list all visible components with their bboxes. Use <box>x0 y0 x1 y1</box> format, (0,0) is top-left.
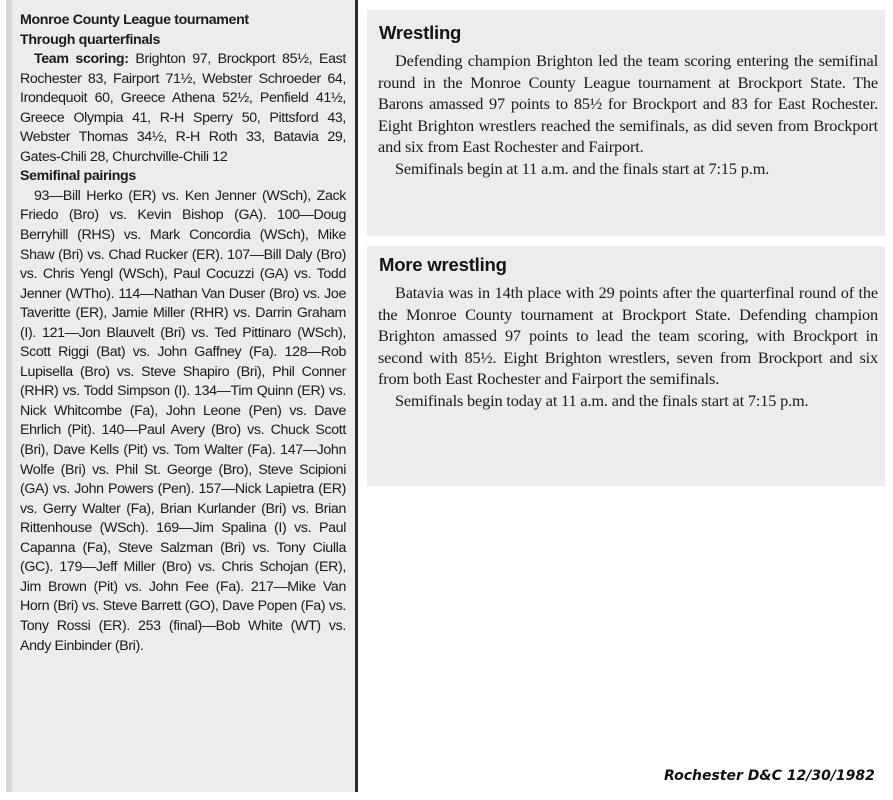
wrestling-paragraph-2: Semifinals begin at 11 a.m. and the finals start at 7:15 p.m. <box>395 158 770 178</box>
tournament-subheading: Through quarterfinals <box>20 31 161 48</box>
more-wrestling-paragraph-2: Semifinals begin today at 11 a.m. and the finals start at 7:15 p.m. <box>395 390 809 410</box>
more-wrestling-paragraph-1: Batavia was in 14th place with 29 points after the quarterfinal round of the the Monroe County tournament at Brockport State. Defending champion Brighton amassed 97 points to lead the team scoring, with Brockport in second with 85½. Eight Brighton wrestlers, seven from Brockport and six from both East Rochester and Fairport the semifinals. <box>378 283 878 389</box>
team-scoring-label: Team scoring: <box>34 51 129 68</box>
tournament-heading: Monroe County League tournament <box>20 12 249 28</box>
more-wrestling-clipping <box>367 246 885 486</box>
more-wrestling-title: More wrestling <box>379 254 507 275</box>
more-wrestling-body <box>378 282 878 412</box>
results-column <box>20 11 346 656</box>
wrestling-title: Wrestling <box>379 22 462 43</box>
semifinal-pairings-label: Semifinal pairings <box>20 168 136 185</box>
tournament-results-clipping <box>6 0 358 792</box>
source-credit: Rochester D&C 12/30/1982 <box>664 768 875 784</box>
semifinal-pairings-text: 93—Bill Herko (ER) vs. Ken Jenner (WSch), Zack Friedo (Bro) vs. Kevin Bishop (GA). 100—Doug Berryhill (RHS) vs. Mark Concordia (WSch), Mike Shaw (Bri) vs. Chad Rucker (ER). 107—Bill Daly (Bro) vs. Chris Yengl (WSch), Paul Cocuzzi (GA) vs. Todd Jenner (WTho). 114—Nathan Van Duser (Bro) vs. Joe Taveritte (ER), Jamie Miller (RHR) vs. Darrin Graham (I). 121—Jon Blauvelt (Bri) vs. Ted Pittinaro (WSch), Scott Riggi (Bat) vs. John Gaffney (Fa). 128—Rob Lupisella (Bro) vs. Steve Shapiro (Bri), Phil Conner (RHR) vs. Todd Simpson (I). 134—Tim Quinn (ER) vs. Nick Whitcombe (Fa), John Leone (Pen) vs. Dave Ehrlich (Pit). 140—Paul Avery (Bro) vs. Chuck Scott (Bri), Dave Kells (Pit) vs. Tom Walter (Fa). 147—John Wolfe (Bri) vs. Phil St. George (Bro), Steve Scipioni (GA) vs. John Powers (Pen). 157—Nick Lapietra (ER) vs. Gerry Walter (Fa), Brian Kurlander (Bri) vs. Brian Rittenhouse (WSch). 169—Jim Spalina (I) vs. Paul Capanna (Fa), Steve Salzman (Bri) vs. Tony Ciulla (GC). 179—Jeff Miller (Bro) vs. Chris Schojan (ER), Jim Brown (Pit) vs. John Fee (Fa). 217—Mike Van Horn (Bri) vs. Steve Barrett (GO), Dave Popen (Fa) vs. Tony Rossi (ER). 253 (final)—Bob White (WT) vs. Andy Einbinder (Bri). <box>20 187 346 654</box>
team-scoring-text: Brighton 97, Brockport 85½, East Rochester 83, Fairport 71½, Webster Schroeder 64, Irondequoit 60, Greece Athena 52½, Penfield 41½, Greece Olympia 41, R-H Sperry 50, Pittsford 43, Webster Thomas 34½, R-H Roth 33, Batavia 29, Gates-Chili 28, Churchville-Chili 12 <box>20 51 346 165</box>
wrestling-body <box>378 50 878 180</box>
column-rule <box>355 0 358 792</box>
clipping-edge <box>6 0 12 792</box>
team-scoring-paragraph <box>20 50 346 167</box>
wrestling-paragraph-1: Defending champion Brighton led the team scoring entering the semifinal round in the Monroe County League tournament at Brockport State. The Barons amassed 97 points to 85½ for Brockport and 83 for East Rochester. Eight Brighton wrestlers reached the semifinals, as did seven from Brockport and six from East Rochester and Fairport. <box>378 51 878 157</box>
wrestling-clipping <box>367 10 885 236</box>
